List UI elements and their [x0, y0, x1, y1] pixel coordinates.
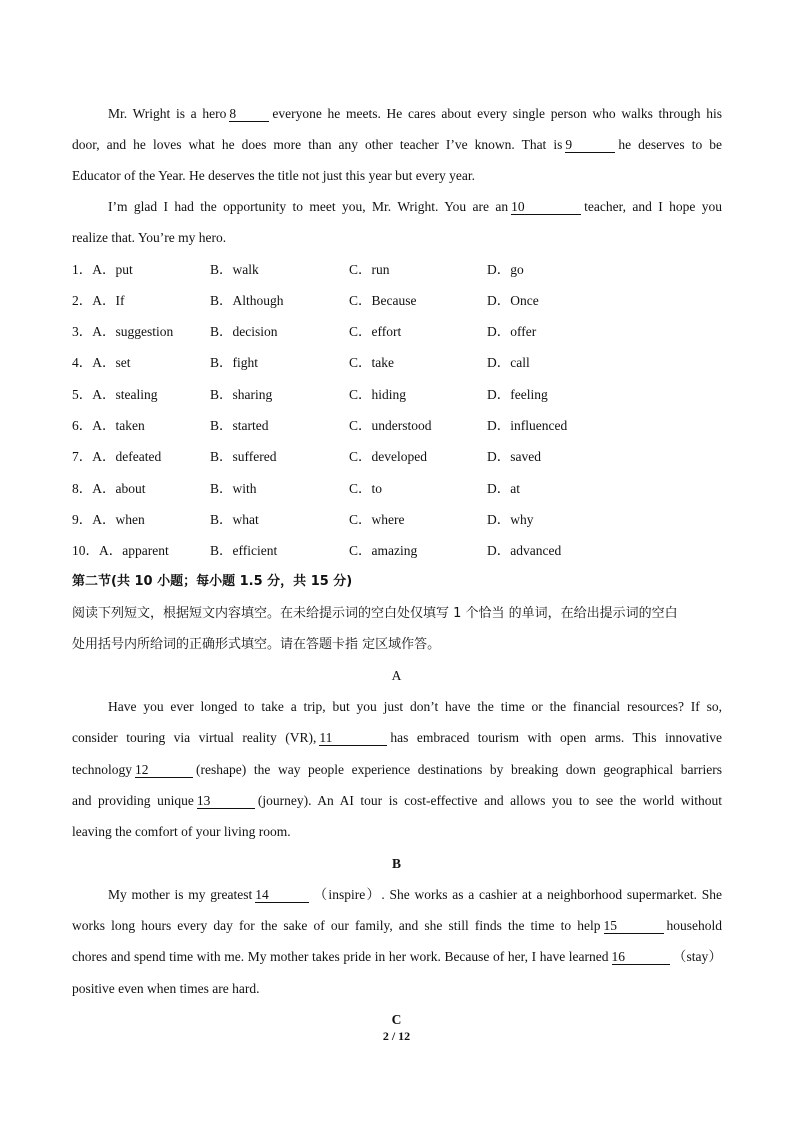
option-b[interactable]: B．with	[210, 481, 257, 496]
option-c[interactable]: C．Because	[349, 293, 417, 308]
option-c[interactable]: C．take	[349, 355, 394, 370]
option-a[interactable]: 9．A．when	[72, 512, 145, 527]
option-b[interactable]: B．fight	[210, 355, 259, 370]
option-a[interactable]: 4．A．set	[72, 355, 131, 370]
option-c[interactable]: C．run	[349, 262, 390, 277]
option-a[interactable]: 1．A．put	[72, 262, 133, 277]
blank-11[interactable]: 11	[319, 730, 387, 746]
option-row	[72, 261, 722, 279]
option-row	[72, 480, 722, 498]
option-a[interactable]: 3．A．suggestion	[72, 324, 174, 339]
option-d[interactable]: D．at	[487, 481, 520, 496]
option-row	[72, 448, 722, 466]
passage-line: realize that. You’re my hero.	[72, 230, 227, 245]
passage-line: Educator of the Year. He deserves the title not just this year but every year.	[72, 168, 476, 183]
option-b[interactable]: B．what	[210, 512, 259, 527]
passage-line: Have you ever longed to take a trip, but you just don’t have the time or the financial resources? If so,	[108, 699, 722, 714]
option-a[interactable]: 7．A．defeated	[72, 449, 162, 464]
blank-8: 8	[229, 106, 269, 122]
blank-9: 9	[565, 137, 615, 153]
option-b[interactable]: B．suffered	[210, 449, 277, 464]
option-d[interactable]: D．feeling	[487, 387, 548, 402]
passage-line: and providing unique 13 (journey). An AI tour is cost-effective and allows you to see the world without	[72, 793, 722, 808]
option-c[interactable]: C．hiding	[349, 387, 407, 402]
option-d[interactable]: D．go	[487, 262, 524, 277]
option-a[interactable]: 2．A．If	[72, 293, 125, 308]
option-d[interactable]: D．saved	[487, 449, 541, 464]
passage-line: positive even when times are hard.	[72, 981, 260, 996]
option-row	[72, 386, 722, 404]
option-c[interactable]: C．amazing	[349, 543, 418, 558]
blank-14[interactable]: 14	[255, 887, 309, 903]
page-number: 2 / 12	[382, 1029, 411, 1043]
option-a[interactable]: 6．A．taken	[72, 418, 145, 433]
passage-line: door, and he loves what he does more than any other teacher I’ve known. That is 9 he deserves to be	[72, 137, 722, 152]
passage-line: Mr. Wright is a hero 8 everyone he meets. He cares about every single person who walks through his	[108, 106, 723, 121]
passage-line: chores and spend time with me. My mother takes pride in her work. Because of her, I have learned 16 （stay）	[72, 949, 723, 964]
option-d[interactable]: D．influenced	[487, 418, 568, 433]
option-a[interactable]: 10．A．apparent	[72, 543, 169, 558]
option-c[interactable]: C．effort	[349, 324, 402, 339]
passage-line: leaving the comfort of your living room.	[72, 824, 291, 839]
option-c[interactable]: C．to	[349, 481, 383, 496]
option-row	[72, 354, 722, 372]
option-c[interactable]: C．understood	[349, 418, 432, 433]
instruction-line: 处用括号内所给词的正确形式填空。请在答题卡指 定区域作答。	[72, 637, 441, 652]
passage-line: technology 12 (reshape) the way people experience destinations by breaking down geographical barriers	[72, 762, 722, 777]
passage-line: consider touring via virtual reality (VR), 11 has embraced tourism with open arms. This innovative	[72, 730, 722, 745]
option-a[interactable]: 5．A．stealing	[72, 387, 158, 402]
blank-16[interactable]: 16	[612, 949, 670, 965]
option-c[interactable]: C．developed	[349, 449, 427, 464]
passage-line: I’m glad I had the opportunity to meet you, Mr. Wright. You are an 10 teacher, and I hope you	[108, 199, 722, 214]
option-c[interactable]: C．where	[349, 512, 405, 527]
option-d[interactable]: D．offer	[487, 324, 537, 339]
blank-12[interactable]: 12	[135, 762, 193, 778]
blank-13[interactable]: 13	[197, 793, 255, 809]
option-b[interactable]: B．Although	[210, 293, 284, 308]
option-row	[72, 511, 722, 529]
passage-label-b: B	[391, 856, 401, 871]
option-d[interactable]: D．advanced	[487, 543, 562, 558]
passage-label-c: C	[391, 1012, 402, 1027]
option-d[interactable]: D．why	[487, 512, 534, 527]
blank-10: 10	[511, 199, 581, 215]
option-row	[72, 323, 722, 341]
blank-15[interactable]: 15	[604, 918, 664, 934]
option-b[interactable]: B．walk	[210, 262, 259, 277]
instruction-line: 阅读下列短文，根据短文内容填空。在未给提示词的空白处仅填写 1 个恰当 的单词，在给出提示词的空白	[72, 606, 678, 621]
section-heading: 第二节(共 10 小题；每小题 1.5 分，共 15 分)	[72, 574, 353, 589]
option-a[interactable]: 8．A．about	[72, 481, 146, 496]
passage-line: works long hours every day for the sake of our family, and she still finds the time to help 15 household	[72, 918, 722, 933]
option-d[interactable]: D．Once	[487, 293, 539, 308]
option-row	[72, 417, 722, 435]
passage-label-a: A	[391, 668, 402, 683]
option-row	[72, 292, 722, 310]
option-row	[72, 542, 722, 560]
option-b[interactable]: B．started	[210, 418, 269, 433]
option-d[interactable]: D．call	[487, 355, 530, 370]
option-b[interactable]: B．efficient	[210, 543, 278, 558]
passage-line: My mother is my greatest 14 （inspire）. She works as a cashier at a neighborhood supermarket. She	[108, 887, 722, 902]
option-b[interactable]: B．decision	[210, 324, 278, 339]
option-b[interactable]: B．sharing	[210, 387, 273, 402]
